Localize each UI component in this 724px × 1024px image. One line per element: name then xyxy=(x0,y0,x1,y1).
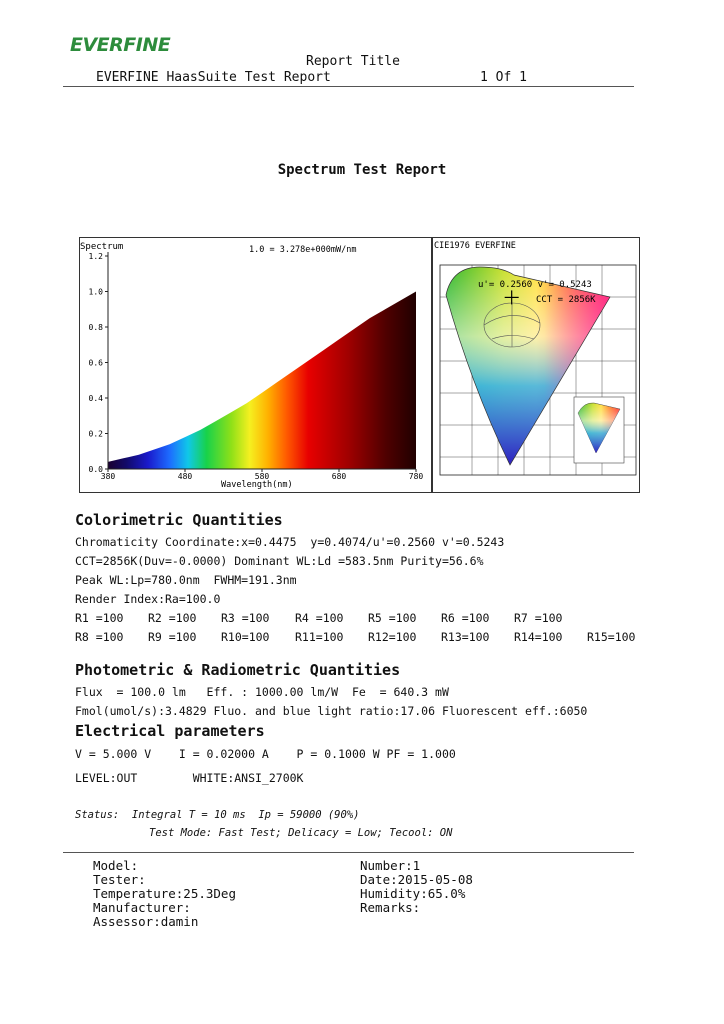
colorimetric-heading: Colorimetric Quantities xyxy=(75,511,283,529)
footer-tester: Tester: xyxy=(93,872,146,887)
footer-number: Number:1 xyxy=(360,858,421,873)
footer-date: Date:2015-05-08 xyxy=(360,872,473,887)
render-index-value: R10=100 xyxy=(221,630,270,644)
x-tick-label: 580 xyxy=(254,472,270,481)
render-index-value: R14=100 xyxy=(514,630,563,644)
cie-chart xyxy=(432,237,640,493)
report-title-label: Report Title xyxy=(306,54,400,69)
render-index-value: R5 =100 xyxy=(368,611,417,625)
render-index-value: R15=100 xyxy=(587,630,636,644)
render-index-value: R3 =100 xyxy=(221,611,270,625)
y-tick-label: 0.2 xyxy=(88,429,103,439)
render-index-value: R11=100 xyxy=(295,630,344,644)
footer-model: Model: xyxy=(93,858,139,873)
x-tick-label: 380 xyxy=(100,472,116,481)
uv-readout: u'= 0.2560 v'= 0.5243 xyxy=(478,280,592,290)
electrical-values-line: V = 5.000 V I = 0.02000 A P = 0.1000 W PF = 1.000 xyxy=(75,747,456,761)
flux-line: Flux = 100.0 lm Eff. : 1000.00 lm/W Fe = 640.3 mW xyxy=(75,685,449,699)
footer-divider xyxy=(63,852,634,853)
page-title: Spectrum Test Report xyxy=(277,162,447,178)
y-tick-label: 0.6 xyxy=(88,358,103,368)
level-line: LEVEL:OUT WHITE:ANSI_2700K xyxy=(75,771,304,785)
render-index-line: Render Index:Ra=100.0 xyxy=(75,592,221,606)
footer-humidity: Humidity:65.0% xyxy=(360,886,466,901)
render-index-value: R6 =100 xyxy=(441,611,490,625)
render-index-value: R13=100 xyxy=(441,630,490,644)
peak-line: Peak WL:Lp=780.0nm FWHM=191.3nm xyxy=(75,573,297,587)
report-name: EVERFINE HaasSuite Test Report xyxy=(96,70,331,85)
y-tick-label: 0.4 xyxy=(88,394,103,403)
chromaticity-line: Chromaticity Coordinate:x=0.4475 y=0.4074/u'=0.2560 v'=0.5243 xyxy=(75,535,505,549)
x-tick-label: 480 xyxy=(177,472,193,481)
y-tick-label: 1.0 xyxy=(88,287,103,297)
render-index-value: R4 =100 xyxy=(295,611,344,625)
render-index-value: R8 =100 xyxy=(75,630,124,644)
render-index-value: R2 =100 xyxy=(148,611,197,625)
render-index-value: R12=100 xyxy=(368,630,417,644)
electrical-heading: Electrical parameters xyxy=(75,722,265,740)
footer-remarks: Remarks: xyxy=(360,900,421,915)
page-indicator: 1 Of 1 xyxy=(480,70,527,85)
cct-readout: CCT = 2856K xyxy=(536,295,596,305)
footer-temperature: Temperature:25.3Deg xyxy=(93,886,236,901)
y-tick-label: 1.2 xyxy=(88,252,103,261)
everfine-logo: EVERFINE xyxy=(70,34,171,56)
y-tick-label: 0.0 xyxy=(88,465,103,474)
spectrum-title: Spectrum xyxy=(80,242,124,252)
spectrum-chart xyxy=(79,237,432,493)
fmol-line: Fmol(umol/s):3.4829 Fluo. and blue light ratio:17.06 Fluorescent eff.:6050 xyxy=(75,704,588,718)
header-divider xyxy=(63,86,634,87)
footer-assessor: Assessor:damin xyxy=(93,914,199,929)
x-tick-label: 780 xyxy=(408,472,424,481)
x-tick-label: 680 xyxy=(331,472,347,481)
footer-manufacturer: Manufacturer: xyxy=(93,900,191,915)
photometric-heading: Photometric & Radiometric Quantities xyxy=(75,661,401,679)
render-index-value: R1 =100 xyxy=(75,611,124,625)
status-line: Status: Integral T = 10 ms Ip = 59000 (90%) xyxy=(75,809,360,821)
spectrum-x-label: Wavelength(nm) xyxy=(221,480,293,490)
cct-line: CCT=2856K(Duv=-0.0000) Dominant WL:Ld =583.5nm Purity=56.6% xyxy=(75,554,484,568)
test-mode-line: Test Mode: Fast Test; Delicacy = Low; Tecool: ON xyxy=(149,827,453,839)
spectrum-scale-note: 1.0 = 3.278e+000mW/nm xyxy=(249,245,357,255)
y-tick-label: 0.8 xyxy=(88,323,103,332)
cie-label: CIE1976 EVERFINE xyxy=(434,241,516,251)
render-index-value: R9 =100 xyxy=(148,630,197,644)
render-index-value: R7 =100 xyxy=(514,611,563,625)
